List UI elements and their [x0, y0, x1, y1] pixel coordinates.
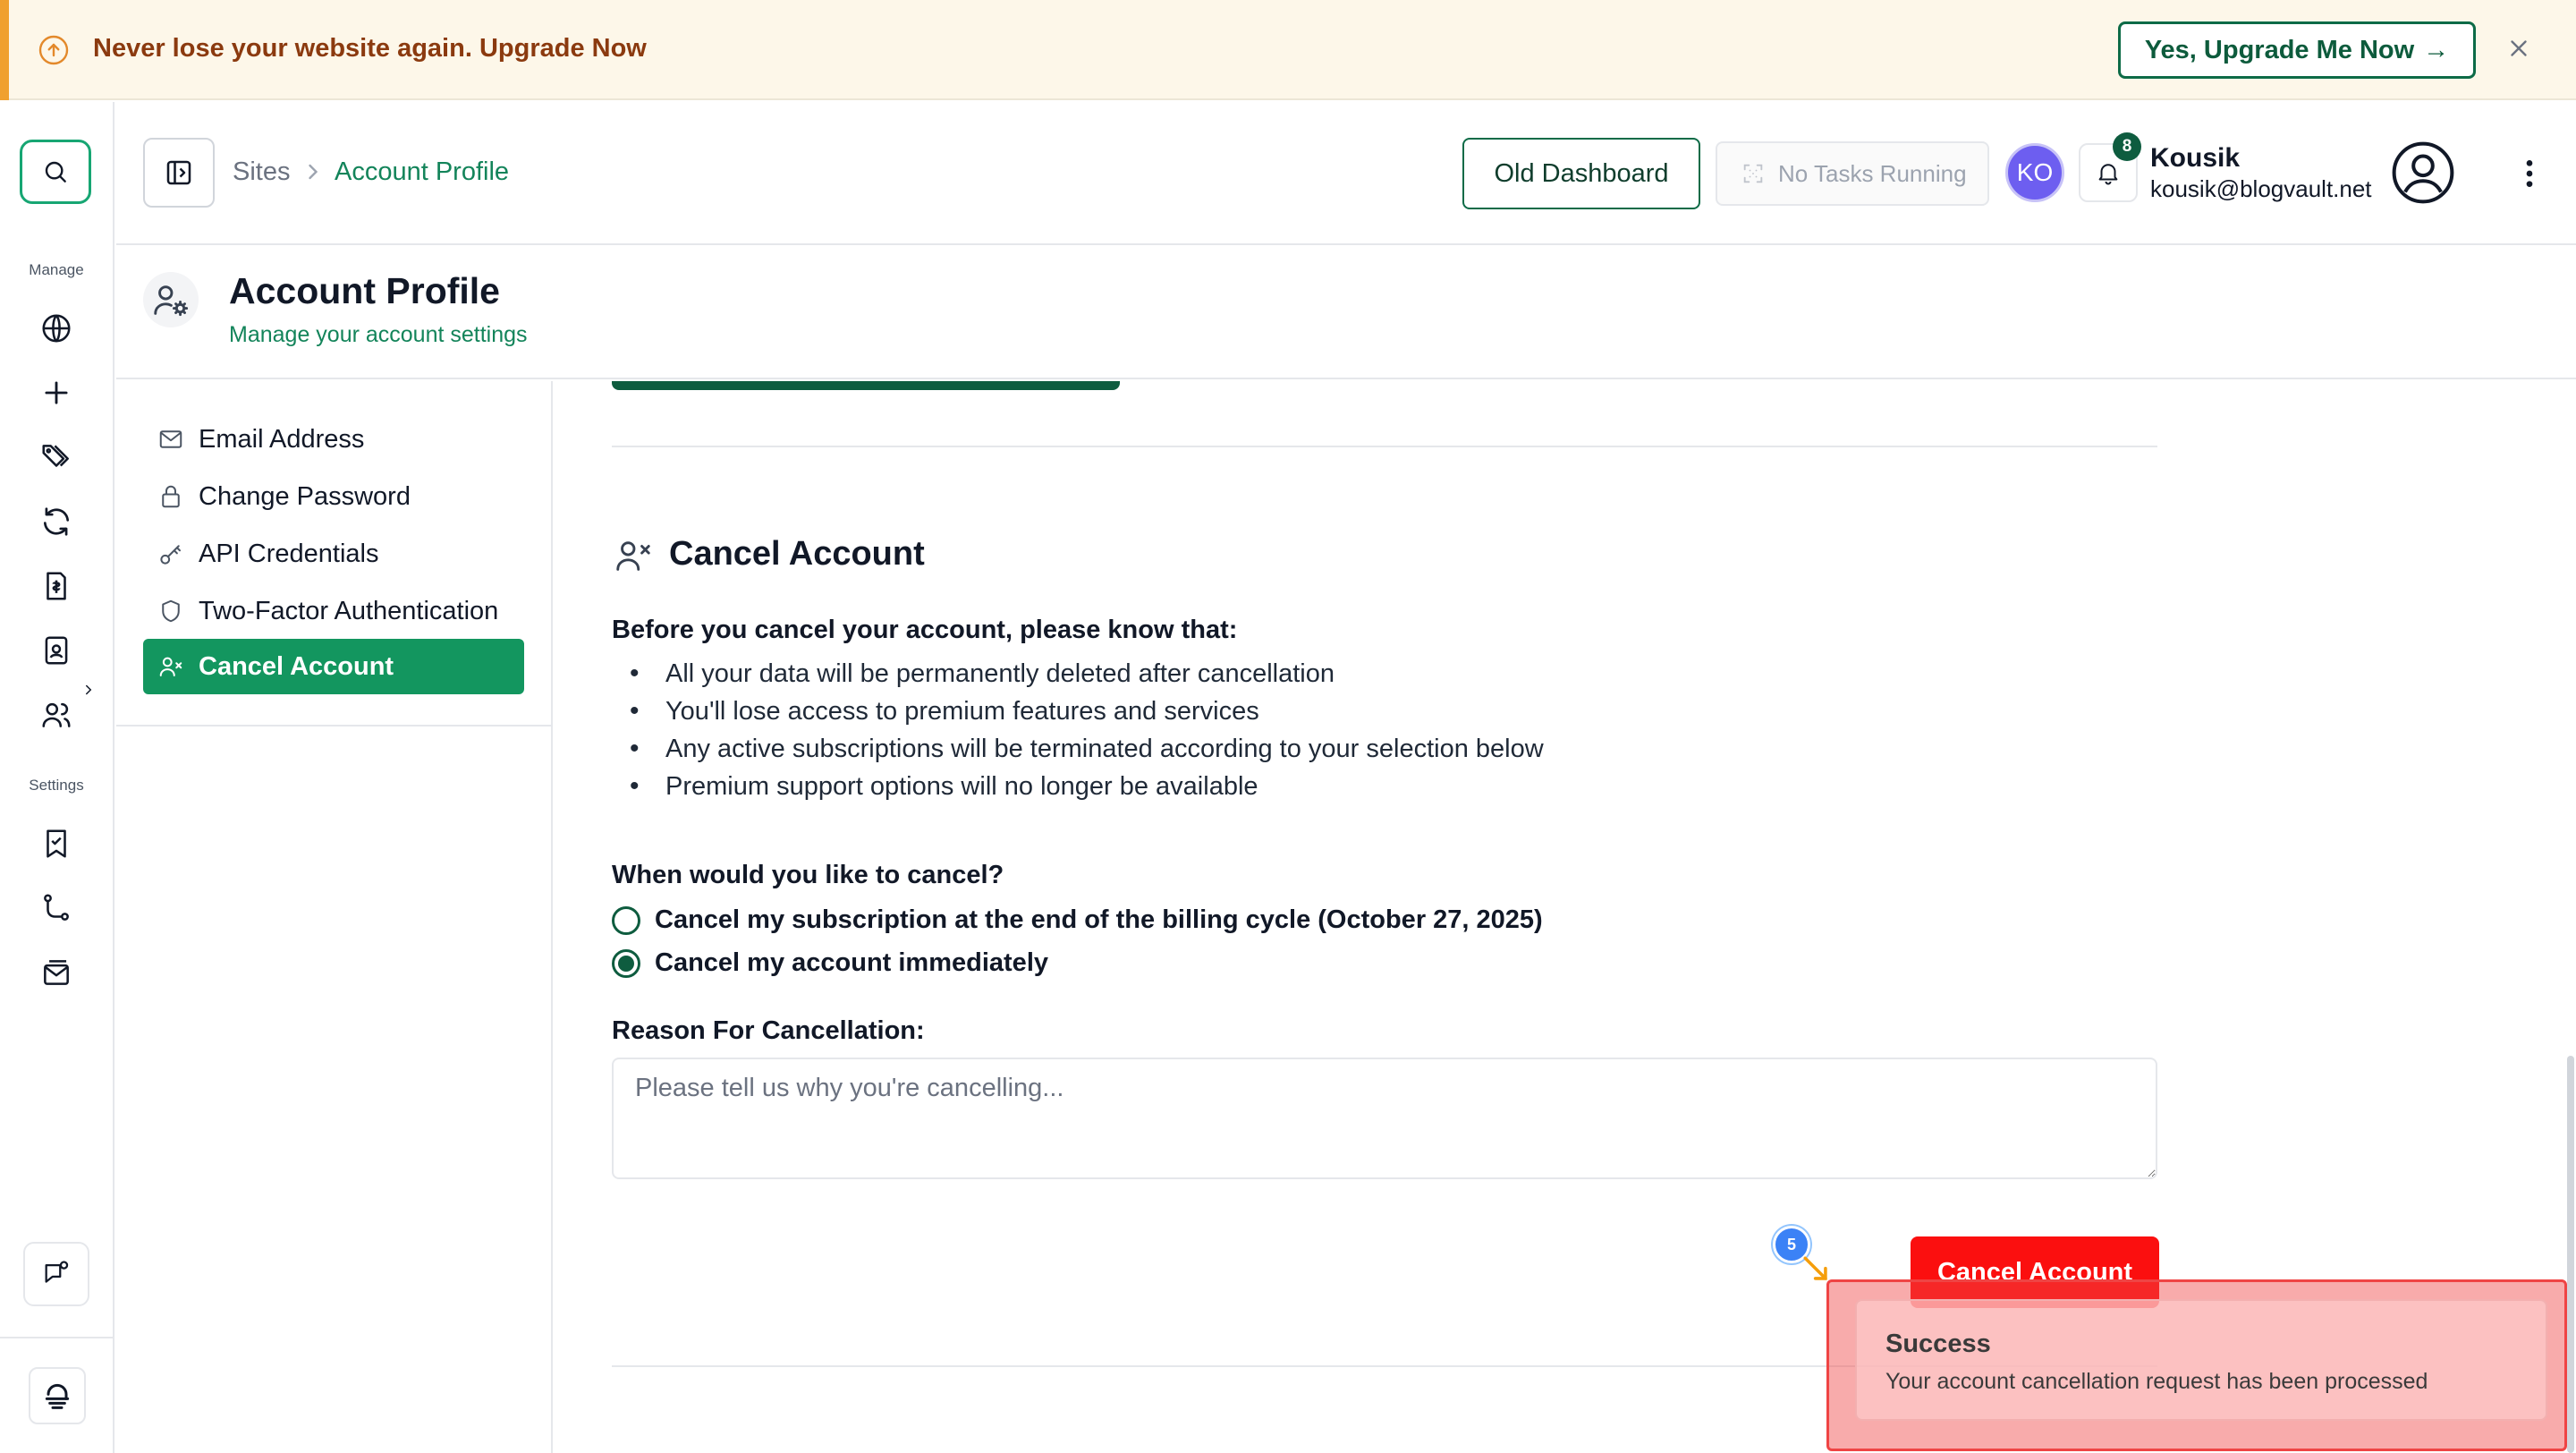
page-header	[116, 247, 2576, 379]
left-rail	[0, 102, 114, 1453]
globe-icon[interactable]	[39, 311, 73, 345]
users-icon[interactable]	[39, 698, 73, 732]
nav-item-email-address[interactable]	[143, 412, 524, 467]
rail-divider	[0, 1337, 113, 1338]
task-scan-icon	[1741, 161, 1766, 186]
key-icon	[157, 540, 184, 567]
tasks-label: No Tasks Running	[1778, 159, 1967, 187]
mail-stack-icon[interactable]	[39, 956, 73, 990]
plus-icon[interactable]	[39, 376, 73, 410]
refresh-icon[interactable]	[39, 505, 73, 539]
tasks-status[interactable]	[1716, 141, 1989, 206]
bell-icon	[2095, 159, 2122, 186]
search-button[interactable]	[20, 140, 91, 204]
cancel-intro-text: Before you cancel your account, please know that:	[612, 616, 1238, 644]
option-label: Cancel my subscription at the end of the billing cycle (October 27, 2025)	[655, 905, 1543, 934]
option-end-of-billing-cycle[interactable]	[612, 905, 1543, 935]
search-icon	[41, 157, 70, 186]
nav-item-label: Email Address	[199, 424, 365, 454]
user-x-icon	[157, 653, 184, 680]
settings-nav	[116, 381, 553, 1453]
upgrade-now-label: Yes, Upgrade Me Now	[2144, 35, 2415, 64]
nav-item-cancel-account[interactable]	[143, 639, 524, 694]
list-item: • You'll lose access to premium features and services	[630, 693, 1544, 730]
step-marker: 5	[1773, 1226, 1810, 1263]
banner-accent-bar	[0, 0, 9, 100]
nav-divider	[116, 725, 551, 726]
radio-cancel-immediately[interactable]	[612, 949, 640, 978]
toast-message: Your account cancellation request has been processed	[1885, 1369, 2428, 1394]
cancel-account-heading: Cancel Account	[669, 535, 925, 573]
page-title: Account Profile	[229, 270, 500, 311]
user-name: Kousik	[2150, 143, 2241, 173]
option-label: Cancel my account immediately	[655, 948, 1048, 977]
user-circle-icon[interactable]	[2390, 140, 2456, 206]
old-dashboard-button[interactable]: Old Dashboard	[1462, 138, 1700, 209]
contact-card-icon[interactable]	[39, 633, 73, 667]
upgrade-banner	[0, 0, 2576, 100]
mail-icon	[157, 426, 184, 453]
user-cog-icon	[150, 279, 191, 320]
cancel-account-button[interactable]: Cancel Account	[1911, 1236, 2159, 1308]
nav-item-change-password[interactable]	[143, 469, 524, 524]
bookmark-check-icon[interactable]	[39, 827, 73, 861]
banner-message: Never lose your website again. Upgrade Now	[93, 34, 647, 63]
invoice-icon[interactable]	[39, 569, 73, 603]
success-toast[interactable]	[1855, 1299, 2547, 1421]
upgrade-now-button[interactable]	[2118, 21, 2476, 79]
page-subtitle: Manage your account settings	[229, 322, 528, 347]
rail-manage-label: Manage	[29, 261, 84, 278]
shield-icon	[157, 598, 184, 625]
sidebar-toggle-button[interactable]	[143, 138, 215, 208]
chevron-right-icon	[301, 159, 326, 184]
git-branch-icon[interactable]	[39, 891, 73, 925]
cancel-timing-label: When would you like to cancel?	[612, 861, 1004, 889]
nav-item-two-factor-authentication[interactable]	[143, 583, 524, 639]
message-icon	[41, 1259, 72, 1289]
rail-settings-label: Settings	[29, 777, 84, 794]
nav-item-label: Two-Factor Authentication	[199, 596, 499, 625]
lock-icon	[157, 483, 184, 510]
top-header	[116, 102, 2576, 245]
list-item: • Any active subscriptions will be terminated according to your selection below	[630, 730, 1544, 768]
nav-item-label: Change Password	[199, 481, 411, 511]
radio-end-of-billing-cycle[interactable]	[612, 906, 640, 935]
feedback-button[interactable]	[23, 1242, 89, 1306]
previous-section-button-edge[interactable]	[612, 381, 1120, 390]
reason-textarea[interactable]	[612, 1058, 2157, 1179]
user-x-icon	[612, 535, 655, 576]
notification-count-badge: 8	[2113, 132, 2141, 161]
cancel-consequences-list	[630, 655, 1544, 805]
option-cancel-immediately[interactable]	[612, 948, 1048, 978]
toast-title: Success	[1885, 1330, 1991, 1358]
more-options-icon[interactable]	[2512, 154, 2547, 193]
nav-item-api-credentials[interactable]	[143, 526, 524, 582]
logo-icon	[39, 1378, 75, 1414]
nav-item-label: API Credentials	[199, 539, 379, 568]
avatar[interactable]: KO	[2005, 143, 2064, 202]
user-settings-badge	[143, 272, 199, 327]
page-scrollbar[interactable]	[2567, 1056, 2574, 1453]
list-item: • All your data will be permanently deleted after cancellation	[630, 655, 1544, 693]
tags-icon[interactable]	[39, 440, 73, 474]
user-email: kousik@blogvault.net	[2150, 175, 2372, 202]
arrow-up-circle-icon	[38, 34, 70, 66]
brand-logo[interactable]	[29, 1367, 86, 1424]
panel-left-icon	[163, 157, 195, 189]
breadcrumb-current: Account Profile	[335, 157, 510, 186]
close-icon[interactable]	[2503, 32, 2535, 64]
nav-item-label: Cancel Account	[199, 651, 394, 681]
reason-label: Reason For Cancellation:	[612, 1016, 925, 1045]
breadcrumb-sites-link[interactable]: Sites	[233, 157, 291, 186]
list-item: • Premium support options will no longer be available	[630, 768, 1544, 805]
section-divider	[612, 446, 2157, 447]
arrow-right-icon: →	[2423, 35, 2450, 64]
chevron-right-icon[interactable]	[80, 682, 97, 698]
